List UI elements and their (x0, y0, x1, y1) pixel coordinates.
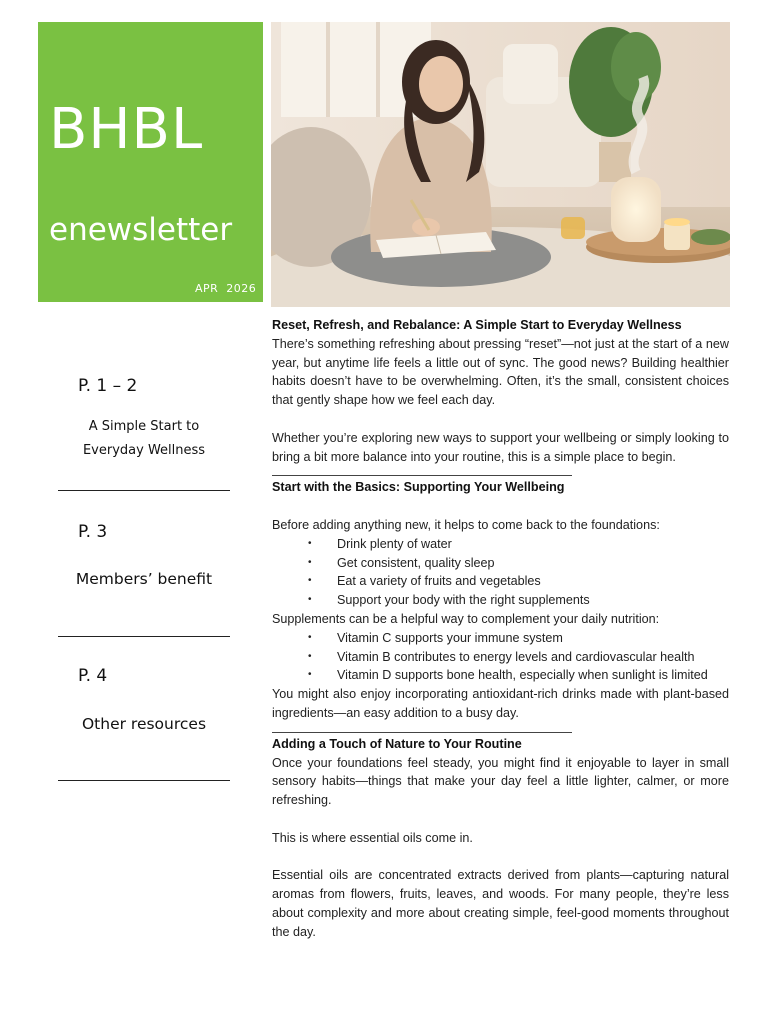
nature-paragraph-1: Once your foundations feel steady, you might find it enjoyable to layer in small sensory habits—things that make your day feel a little lighter, calmer, or more refreshing. (272, 755, 729, 808)
toc-page-1-2: P. 1 – 2 (78, 376, 138, 396)
section-divider (272, 732, 572, 733)
issue-date: APR 2026 (195, 282, 257, 295)
list-item: • Vitamin D supports bone health, especially when sunlight is limited (308, 666, 729, 685)
list-item: • Support your body with the right supplements (308, 591, 729, 610)
hero-photo-woman-journaling-icon (271, 22, 730, 307)
toc-page-4: P. 4 (78, 666, 108, 686)
list-item: • Drink plenty of water (308, 535, 729, 554)
intro-paragraph: There’s something refreshing about pressing “reset”—not just at the start of a new year, but anytime life feels a little out of sync. The good news? Building healthier habits doesn’t have to be overwhelming. Often, it’s the small, consistent choices that gently shape how we feel each day. (272, 336, 729, 408)
section-title-nature: Adding a Touch of Nature to Your Routine (272, 736, 522, 751)
bullet-icon: • (308, 631, 312, 643)
toc-divider (58, 780, 230, 781)
bullet-icon: • (308, 594, 312, 606)
bullet-icon: • (308, 575, 312, 587)
brand-title: BHBL (49, 97, 204, 162)
masthead (38, 22, 263, 302)
list-item: • Vitamin B contributes to energy levels and cardiovascular health (308, 648, 729, 667)
bullet-icon: • (308, 537, 312, 549)
list-item: • Get consistent, quality sleep (308, 554, 729, 573)
toc-page-3: P. 3 (78, 522, 108, 542)
toc-topic-line2: Everyday Wellness (82, 443, 206, 458)
toc-topic-other-resources[interactable]: Other resources (81, 715, 207, 733)
hero-image (271, 22, 730, 307)
toc-divider (58, 490, 230, 491)
list-item: • Vitamin C supports your immune system (308, 629, 729, 648)
list-item: • Eat a variety of fruits and vegetables (308, 572, 729, 591)
basics-lead: Before adding anything new, it helps to come back to the foundations: (272, 517, 660, 532)
toc-topic-line1: A Simple Start to (88, 419, 200, 434)
supplements-lead: Supplements can be a helpful way to complement your daily nutrition: (272, 611, 660, 626)
section-divider (272, 475, 572, 476)
basics-list (272, 535, 729, 610)
toc-topic-wellness[interactable] (58, 415, 230, 463)
nature-paragraph-3: Essential oils are concentrated extracts derived from plants—capturing natural aromas from flowers, fruits, leaves, and woods. For many people, they’re less about complexity and more about creating simple, feel-good moments throughout the day. (272, 868, 729, 939)
toc-divider (58, 636, 230, 637)
nature-paragraph-2: This is where essential oils come in. (272, 830, 473, 845)
antioxidant-paragraph: You might also enjoy incorporating antioxidant-rich drinks made with plant-based ingredients—an easy addition to a busy day. (272, 687, 729, 720)
supplements-list (272, 629, 729, 685)
brand-subtitle: enewsletter (49, 212, 233, 248)
intro-paragraph-2: Whether you’re exploring new ways to support your wellbeing or simply looking to bring a bit more balance into your routine, this is a simple place to begin. (272, 430, 729, 464)
bullet-icon: • (308, 669, 312, 681)
bullet-icon: • (308, 650, 312, 662)
article-headline: Reset, Refresh, and Rebalance: A Simple Start to Everyday Wellness (272, 318, 682, 332)
section-title-basics: Start with the Basics: Supporting Your Wellbeing (272, 480, 565, 495)
bullet-icon: • (308, 556, 312, 568)
toc-topic-members-benefit[interactable]: Members’ benefit (75, 570, 213, 588)
article (272, 316, 729, 942)
